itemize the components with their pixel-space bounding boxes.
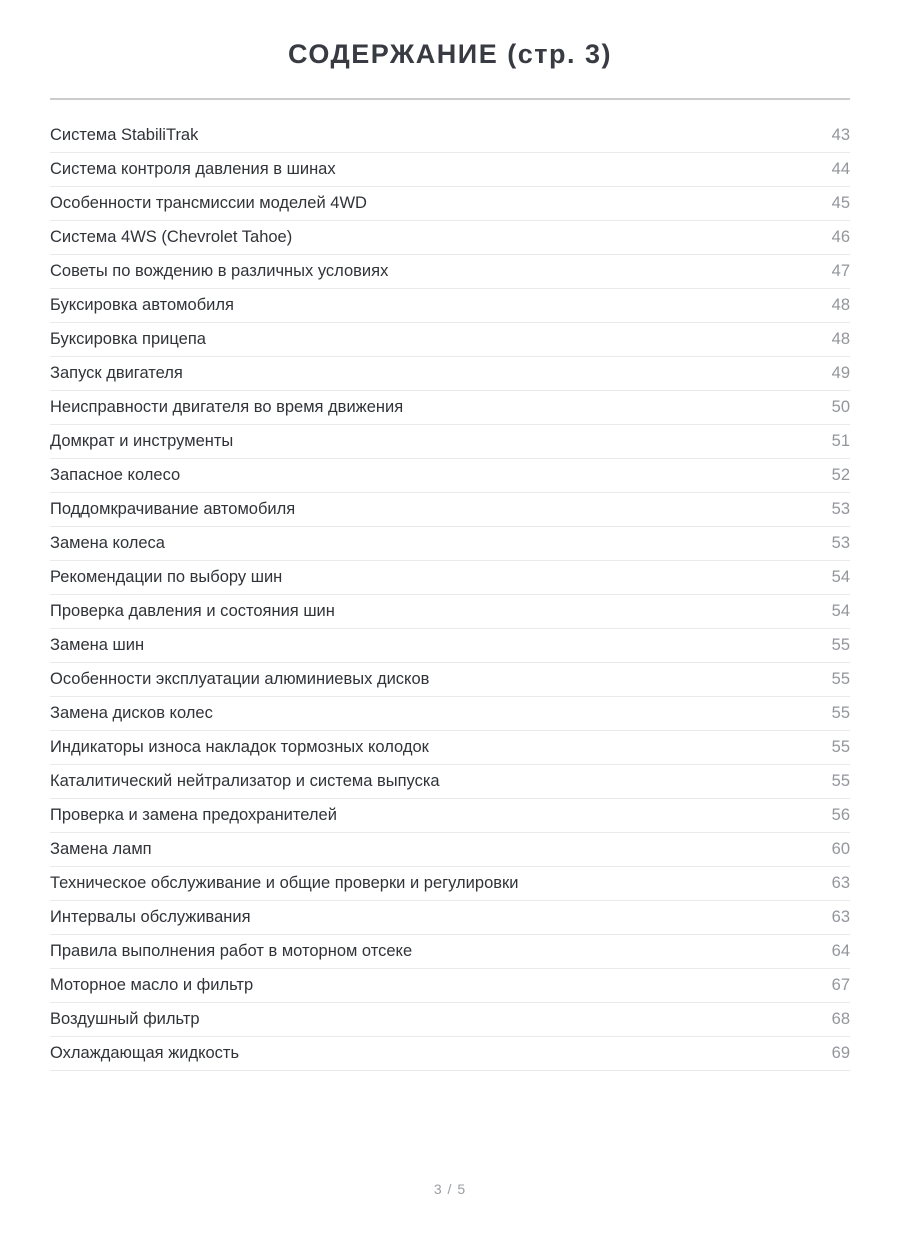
- toc-entry-label: Рекомендации по выбору шин: [50, 568, 283, 586]
- toc-entry-label: Запуск двигателя: [50, 364, 183, 382]
- toc-row: [50, 561, 850, 595]
- toc-entry-label: Правила выполнения работ в моторном отсеке: [50, 942, 413, 960]
- toc-entry-label: Каталитический нейтрализатор и система выпуска: [50, 772, 440, 790]
- toc-row: [50, 867, 850, 901]
- toc-entry-page-number: 64: [831, 942, 850, 960]
- toc-entry-label: Замена дисков колес: [50, 704, 213, 722]
- toc-entry-page-number: 53: [831, 534, 850, 552]
- toc-entry-page-number: 60: [831, 840, 850, 858]
- toc-entry-page-number: 46: [831, 228, 850, 246]
- toc-row: [50, 323, 850, 357]
- toc-row: [50, 935, 850, 969]
- toc-entry-label: Индикаторы износа накладок тормозных колодок: [50, 738, 429, 756]
- toc-row: [50, 459, 850, 493]
- toc-entry-page-number: 54: [831, 602, 850, 620]
- toc-row: [50, 357, 850, 391]
- toc-entry-label: Поддомкрачивание автомобиля: [50, 500, 296, 518]
- toc-entry-page-number: 52: [831, 466, 850, 484]
- toc-entry-label: Проверка давления и состояния шин: [50, 602, 335, 620]
- toc-row: [50, 1003, 850, 1037]
- toc-entry-page-number: 47: [831, 262, 850, 280]
- title-divider: [50, 98, 850, 100]
- toc-row: [50, 731, 850, 765]
- toc-entry-page-number: 69: [831, 1044, 850, 1062]
- toc-entry-page-number: 55: [831, 738, 850, 756]
- toc-entry-page-number: 51: [831, 432, 850, 450]
- toc-entry-label: Советы по вождению в различных условиях: [50, 262, 389, 280]
- toc-entry-page-number: 63: [831, 874, 850, 892]
- toc-entry-page-number: 50: [831, 398, 850, 416]
- toc-entry-label: Воздушный фильтр: [50, 1010, 200, 1028]
- toc-entry-page-number: 55: [831, 670, 850, 688]
- toc-row: [50, 425, 850, 459]
- toc-row: [50, 901, 850, 935]
- page-indicator: 3 / 5: [433, 1181, 467, 1197]
- toc-row: [50, 527, 850, 561]
- toc-entry-label: Проверка и замена предохранителей: [50, 806, 337, 824]
- toc-row: [50, 1037, 850, 1071]
- toc-entry-label: Буксировка прицепа: [50, 330, 206, 348]
- toc-row: [50, 833, 850, 867]
- toc-row: [50, 221, 850, 255]
- toc-row: [50, 765, 850, 799]
- toc-row: [50, 595, 850, 629]
- toc-entry-label: Интервалы обслуживания: [50, 908, 251, 926]
- toc-row: [50, 799, 850, 833]
- toc-entry-label: Неисправности двигателя во время движения: [50, 398, 404, 416]
- toc-entry-page-number: 54: [831, 568, 850, 586]
- toc-entry-label: Система StabiliTrak: [50, 126, 199, 144]
- toc-entry-page-number: 43: [831, 126, 850, 144]
- toc-row: [50, 391, 850, 425]
- toc-entry-page-number: 55: [831, 636, 850, 654]
- toc-entry-page-number: 56: [831, 806, 850, 824]
- toc-row: [50, 255, 850, 289]
- toc-entry-page-number: 44: [831, 160, 850, 178]
- toc-entry-page-number: 45: [831, 194, 850, 212]
- toc-entry-label: Замена ламп: [50, 840, 152, 858]
- toc-entry-label: Система 4WS (Chevrolet Tahoe): [50, 228, 293, 246]
- toc-entry-page-number: 49: [831, 364, 850, 382]
- toc-entry-page-number: 48: [831, 330, 850, 348]
- toc-entry-label: Особенности эксплуатации алюминиевых дисков: [50, 670, 430, 688]
- toc-row: [50, 187, 850, 221]
- document-page: [0, 38, 900, 1197]
- toc-row: [50, 119, 850, 153]
- toc-entry-label: Моторное масло и фильтр: [50, 976, 254, 994]
- toc-row: [50, 969, 850, 1003]
- toc-entry-page-number: 67: [831, 976, 850, 994]
- toc-entry-page-number: 53: [831, 500, 850, 518]
- toc-entry-label: Замена колеса: [50, 534, 165, 552]
- toc-entry-label: Домкрат и инструменты: [50, 432, 234, 450]
- toc-row: [50, 153, 850, 187]
- toc-entry-page-number: 68: [831, 1010, 850, 1028]
- toc-row: [50, 629, 850, 663]
- toc-entry-label: Особенности трансмиссии моделей 4WD: [50, 194, 367, 212]
- toc-entry-page-number: 63: [831, 908, 850, 926]
- toc-row: [50, 663, 850, 697]
- toc-row: [50, 697, 850, 731]
- toc-entry-label: Замена шин: [50, 636, 145, 654]
- toc-entry-page-number: 55: [831, 704, 850, 722]
- toc-row: [50, 493, 850, 527]
- toc-entry-label: Запасное колесо: [50, 466, 181, 484]
- page-title: СОДЕРЖАНИЕ (стр. 3): [288, 39, 612, 69]
- toc-entry-label: Система контроля давления в шинах: [50, 160, 336, 178]
- toc-entry-label: Охлаждающая жидкость: [50, 1044, 240, 1062]
- toc-list: [50, 119, 850, 1071]
- toc-row: [50, 289, 850, 323]
- toc-entry-label: Буксировка автомобиля: [50, 296, 234, 314]
- toc-entry-page-number: 48: [831, 296, 850, 314]
- toc-entry-page-number: 55: [831, 772, 850, 790]
- toc-entry-label: Техническое обслуживание и общие проверки и регулировки: [50, 874, 519, 892]
